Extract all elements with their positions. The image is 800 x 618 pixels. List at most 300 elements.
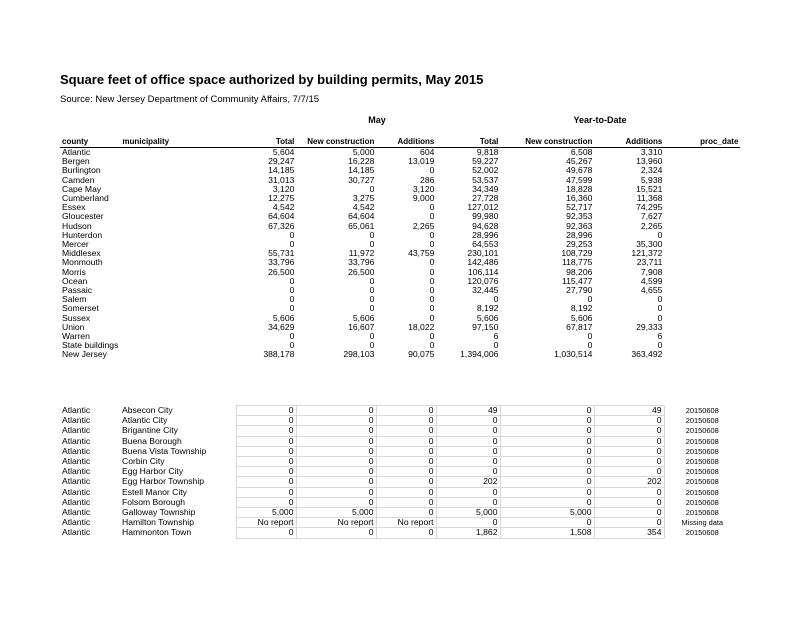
cell-ytd-new-construction: 118,775 [561,258,593,268]
cell-may-total: 31,013 [268,175,295,185]
table-row [60,166,740,175]
cell-may-additions: 286 [420,175,435,185]
cell-ytd-total: 106,114 [467,267,499,277]
cell-ytd-additions: 121,372 [631,249,663,259]
cell-municipality: Egg Harbor Township [122,476,205,487]
cell-may-additions: 0 [376,497,436,507]
cell-may-additions: 0 [376,436,436,446]
cell-municipality [120,240,236,249]
cell-may-additions: 43,759 [408,249,435,259]
cell-proc-date [664,323,740,332]
cell-may-additions: 0 [376,487,436,497]
cell-municipality [120,286,236,295]
cell-municipality: Hammonton Town [122,527,192,538]
cell-ytd-new-construction: 6,508 [570,147,593,157]
cell-may-total: 64,604 [268,212,295,222]
cell-may-new-construction: 0 [369,295,375,305]
cell-ytd-new-construction: 0 [500,497,594,507]
cell-ytd-additions: 0 [594,436,664,446]
cell-may-new-construction: 0 [369,332,375,342]
cell-may-additions: 0 [429,276,435,286]
cell-ytd-new-construction: 47,599 [566,175,593,185]
cell-municipality: Brigantine City [122,425,178,436]
cell-may-additions: 2,265 [412,221,435,231]
cell-ytd-additions: 0 [657,313,663,323]
cell-ytd-total: 32,445 [472,286,499,296]
cell-ytd-new-construction: 0 [587,341,593,351]
cell-proc-date [664,314,740,323]
municipality-table [60,405,740,539]
cell-county: Atlantic [62,436,91,446]
cell-county: Atlantic [62,507,91,518]
cell-ytd-additions: 3,310 [640,147,663,157]
table-row [60,323,740,332]
cell-may-additions: 0 [429,304,435,314]
cell-may-total: 0 [289,332,295,342]
cell-county: New Jersey [62,350,107,360]
cell-ytd-new-construction: 0 [500,426,594,436]
table-row [60,185,740,194]
cell-may-additions: 604 [420,147,435,157]
cell-municipality [120,314,236,323]
cell-ytd-additions: 0 [594,487,664,497]
cell-ytd-total: 202 [436,477,500,487]
cell-proc-date [664,166,740,175]
cell-may-total: 4,542 [272,203,295,213]
cell-county: Union [62,322,85,332]
cell-may-total: 0 [236,477,296,487]
cell-may-total: 0 [236,426,296,436]
cell-county: Atlantic [62,425,91,436]
table-row [60,249,740,258]
cell-ytd-additions: 0 [594,518,664,528]
cell-ytd-new-construction: 18,828 [566,184,593,194]
cell-ytd-total: 0 [436,426,500,436]
ytd-group-header: Year-to-Date [573,115,627,125]
cell-may-new-construction: 14,185 [348,166,375,176]
cell-may-total: 55,731 [268,249,295,259]
cell-ytd-new-construction: 0 [500,477,594,487]
cell-ytd-total: 34,349 [472,184,499,194]
cell-ytd-total: 1,394,006 [460,350,499,360]
cell-county: Atlantic [62,466,91,477]
cell-municipality [120,203,236,212]
cell-ytd-additions: 11,368 [636,194,663,204]
cell-may-total: 33,796 [268,258,295,268]
cell-ytd-additions: 0 [594,457,664,467]
cell-ytd-additions: 6 [657,332,663,342]
cell-ytd-additions: 49 [594,406,664,416]
header-county: county [60,136,120,148]
header-may-additions: Additions [376,136,436,148]
cell-ytd-total: 142,486 [467,258,499,268]
cell-proc-date [664,268,740,277]
cell-may-new-construction: 33,796 [348,258,375,268]
cell-county: Atlantic [62,517,91,528]
cell-ytd-new-construction: 52,717 [566,203,593,213]
cell-proc-date [664,194,740,203]
cell-may-additions: 0 [429,267,435,277]
cell-proc-date [664,350,740,359]
cell-ytd-additions: 0 [657,230,663,240]
cell-may-additions: 0 [429,332,435,342]
cell-municipality [120,166,236,175]
cell-may-total: No report [236,518,296,528]
cell-ytd-new-construction: 1,030,514 [554,350,593,360]
cell-may-total: 0 [236,436,296,446]
cell-may-total: 5,000 [236,508,296,518]
table-row [60,222,740,231]
cell-proc-date [664,231,740,240]
cell-may-new-construction: 16,228 [348,157,375,167]
cell-county: Atlantic [62,527,91,538]
cell-ytd-additions: 15,521 [636,184,663,194]
cell-may-additions: 0 [376,426,436,436]
cell-may-additions: 0 [376,416,436,426]
cell-ytd-new-construction: 0 [500,467,594,477]
cell-county: Atlantic [62,147,91,157]
cell-ytd-new-construction: 92,363 [566,221,593,231]
cell-ytd-total: 94,628 [472,221,499,231]
cell-municipality [120,277,236,286]
table-row [60,332,740,341]
cell-ytd-new-construction: 0 [500,457,594,467]
cell-ytd-new-construction: 0 [500,416,594,426]
cell-county: Monmouth [62,258,103,268]
cell-municipality [120,157,236,166]
cell-county: Passaic [62,286,93,296]
cell-may-new-construction: 5,606 [352,313,375,323]
cell-ytd-total: 0 [436,416,500,426]
cell-ytd-additions: 0 [594,497,664,507]
cell-may-new-construction: 26,500 [348,267,375,277]
cell-proc-date: 20150608 [685,436,719,446]
cell-may-additions: 0 [376,457,436,467]
cell-county: Salem [62,295,87,305]
cell-ytd-new-construction: 27,790 [566,286,593,296]
cell-county: Atlantic [62,415,91,426]
cell-may-new-construction: 0 [296,467,376,477]
cell-may-total: 0 [289,230,295,240]
cell-may-new-construction: 0 [369,240,375,250]
cell-may-new-construction: 0 [369,304,375,314]
header-municipality: municipality [120,136,236,148]
cell-may-additions: 0 [376,508,436,518]
cell-municipality [120,350,236,359]
cell-ytd-additions: 2,324 [640,166,663,176]
cell-county: Hunterdon [62,230,103,240]
cell-ytd-new-construction: 0 [587,295,593,305]
cell-may-additions: 0 [429,166,435,176]
cell-county: Middlesex [62,249,101,259]
cell-may-total: 388,178 [263,350,295,360]
cell-may-total: 0 [236,406,296,416]
cell-county: Burlington [62,166,101,176]
cell-ytd-additions: 7,627 [640,212,663,222]
cell-proc-date [664,176,740,185]
cell-may-new-construction: 0 [296,487,376,497]
cell-proc-date: 20150608 [685,457,719,467]
cell-may-total: 0 [289,240,295,250]
cell-ytd-new-construction: 98,206 [566,267,593,277]
cell-ytd-total: 127,012 [467,203,499,213]
cell-ytd-new-construction: 16,360 [566,194,593,204]
cell-ytd-additions: 7,908 [640,267,663,277]
cell-ytd-new-construction: 5,606 [570,313,593,323]
cell-ytd-total: 0 [436,436,500,446]
header-ytd-new-construction: New construction [500,136,594,148]
cell-may-total: 14,185 [268,166,295,176]
cell-may-additions: 0 [376,528,436,538]
cell-ytd-new-construction: 0 [500,518,594,528]
cell-may-new-construction: 0 [296,497,376,507]
cell-may-additions: 90,075 [408,350,435,360]
cell-municipality: Egg Harbor City [122,466,184,477]
table-row [60,258,740,267]
cell-ytd-total: 8,192 [476,304,499,314]
cell-may-additions: 0 [429,212,435,222]
cell-may-total: 26,500 [268,267,295,277]
cell-municipality [120,194,236,203]
cell-county: Atlantic [62,405,91,415]
cell-may-new-construction: 30,727 [348,175,375,185]
cell-may-total: 67,326 [268,221,295,231]
cell-ytd-total: 5,606 [476,313,499,323]
page-title: Square feet of office space authorized by building permits, May 2015 [60,72,484,87]
cell-proc-date: 20150608 [685,416,719,426]
may-group-header: May [368,115,386,125]
cell-county: Cape May [62,184,102,194]
cell-proc-date [664,286,740,295]
cell-proc-date [664,185,740,194]
cell-ytd-total: 99,980 [472,212,499,222]
cell-ytd-additions: 35,300 [636,240,663,250]
cell-municipality [120,258,236,267]
cell-ytd-total: 49 [436,406,500,416]
cell-ytd-additions: 0 [657,304,663,314]
cell-municipality [120,222,236,231]
cell-county: State buildings [62,341,119,351]
cell-may-new-construction: 0 [296,426,376,436]
header-may-total: Total [236,136,296,148]
cell-municipality [120,332,236,341]
table-row [60,176,740,185]
cell-municipality: Hamilton Township [122,517,194,528]
table-row [60,350,740,359]
table-row [60,497,740,507]
table-row [60,194,740,203]
cell-may-total: 0 [236,416,296,426]
cell-ytd-additions: 0 [594,508,664,518]
table-row [60,518,740,528]
cell-county: Warren [62,332,90,342]
cell-may-total: 0 [289,341,295,351]
cell-may-total: 34,629 [268,322,295,332]
cell-may-additions: 0 [429,341,435,351]
cell-ytd-total: 230,101 [467,249,499,259]
cell-may-additions: 0 [429,230,435,240]
cell-may-new-construction: 0 [369,184,375,194]
table-row [60,508,740,518]
cell-proc-date [664,249,740,258]
table-row [60,277,740,286]
cell-county: Atlantic [62,487,91,497]
cell-ytd-additions: 13,960 [636,157,663,167]
cell-may-additions: 13,019 [408,157,435,167]
cell-may-new-construction: 0 [296,446,376,456]
cell-ytd-new-construction: 29,253 [566,240,593,250]
cell-may-new-construction: 0 [369,276,375,286]
table-row [60,231,740,240]
cell-ytd-new-construction: 115,477 [561,276,593,286]
table-row [60,304,740,313]
cell-may-new-construction: 0 [296,406,376,416]
cell-proc-date [664,148,740,158]
cell-ytd-new-construction: 108,729 [561,249,593,259]
table-row [60,426,740,436]
cell-ytd-total: 52,002 [472,166,499,176]
cell-ytd-new-construction: 0 [587,332,593,342]
cell-municipality [120,323,236,332]
cell-county: Bergen [62,157,90,167]
cell-ytd-additions: 0 [594,426,664,436]
table-row [60,416,740,426]
cell-ytd-total: 6 [493,332,499,342]
table-row [60,446,740,456]
header-ytd-additions: Additions [594,136,664,148]
cell-county: Hudson [62,221,92,231]
cell-ytd-total: 28,996 [472,230,499,240]
cell-may-additions: 18,022 [408,322,435,332]
cell-ytd-total: 0 [436,487,500,497]
table-row [60,212,740,221]
cell-county: Atlantic [62,446,91,456]
cell-ytd-total: 9,818 [476,147,499,157]
cell-may-new-construction: 64,604 [348,212,375,222]
table-row [60,467,740,477]
cell-proc-date [664,332,740,341]
cell-proc-date [664,240,740,249]
cell-ytd-new-construction: 0 [500,436,594,446]
cell-county: Essex [62,203,86,213]
cell-county: Atlantic [62,456,91,467]
cell-may-additions: 0 [376,406,436,416]
cell-municipality [120,176,236,185]
cell-ytd-total: 53,537 [472,175,499,185]
cell-ytd-total: 1,862 [436,528,500,538]
cell-may-additions: 9,000 [412,194,435,204]
source-note: Source: New Jersey Department of Community Affairs, 7/7/15 [60,94,320,105]
cell-county: Mercer [62,240,89,250]
cell-may-new-construction: 0 [369,286,375,296]
cell-ytd-new-construction: 45,267 [566,157,593,167]
cell-ytd-new-construction: 67,817 [566,322,593,332]
cell-county: Morris [62,267,86,277]
cell-may-new-construction: 3,275 [352,194,375,204]
cell-ytd-new-construction: 5,000 [500,508,594,518]
county-summary-table [60,136,740,360]
cell-municipality [120,341,236,350]
cell-may-new-construction: 0 [369,341,375,351]
cell-ytd-additions: 0 [594,446,664,456]
cell-ytd-total: 0 [436,446,500,456]
cell-may-total: 0 [236,457,296,467]
cell-may-total: 0 [236,497,296,507]
table-row [60,406,740,416]
cell-municipality: Absecon City [122,405,173,415]
cell-ytd-new-construction: 0 [500,446,594,456]
cell-may-new-construction: 4,542 [352,203,375,213]
cell-county: Cumberland [62,194,109,204]
cell-proc-date [664,203,740,212]
cell-proc-date [664,341,740,350]
table-row [60,268,740,277]
cell-ytd-new-construction: 8,192 [570,304,593,314]
cell-may-new-construction: 0 [296,436,376,446]
cell-may-new-construction: 5,000 [352,147,375,157]
cell-may-total: 0 [236,528,296,538]
cell-municipality: Buena Vista Township [122,446,207,456]
cell-ytd-additions: 354 [594,528,664,538]
cell-county: Gloucester [62,212,104,222]
cell-ytd-additions: 5,938 [640,175,663,185]
cell-may-new-construction: 0 [296,477,376,487]
cell-may-additions: 0 [429,203,435,213]
cell-proc-date [664,222,740,231]
cell-may-additions: No report [376,518,436,528]
cell-proc-date: 20150608 [685,446,719,456]
table-row [60,436,740,446]
cell-may-additions: 0 [376,467,436,477]
cell-municipality [120,185,236,194]
cell-proc-date [664,212,740,221]
cell-ytd-additions: 0 [657,341,663,351]
cell-may-total: 0 [289,295,295,305]
cell-proc-date: 20150608 [685,467,719,477]
table-row [60,157,740,166]
cell-municipality [120,295,236,304]
cell-proc-date: 20150608 [685,487,719,497]
cell-may-total: 0 [289,286,295,296]
cell-may-total: 0 [236,446,296,456]
cell-may-additions: 0 [376,477,436,487]
cell-municipality: Atlantic City [122,415,168,426]
cell-may-new-construction: 65,061 [348,221,375,231]
cell-ytd-additions: 4,599 [640,276,663,286]
cell-municipality [120,249,236,258]
cell-may-total: 29,247 [268,157,295,167]
cell-county: Sussex [62,313,91,323]
cell-proc-date [664,304,740,313]
cell-may-total: 0 [236,467,296,477]
cell-ytd-total: 97,150 [472,322,499,332]
cell-ytd-additions: 0 [594,467,664,477]
cell-ytd-total: 5,000 [436,508,500,518]
cell-ytd-additions: 74,295 [636,203,663,213]
header-may-new-construction: New construction [296,136,376,148]
cell-proc-date: 20150608 [685,508,719,518]
cell-proc-date: 20150608 [685,406,719,415]
cell-may-new-construction: No report [296,518,376,528]
cell-county: Atlantic [62,476,91,487]
table-row [60,203,740,212]
table-row [60,477,740,487]
cell-may-new-construction: 11,972 [348,249,375,259]
cell-county: Camden [62,175,95,185]
table-row [60,240,740,249]
cell-municipality: Buena Borough [122,436,182,446]
cell-may-new-construction: 0 [296,416,376,426]
